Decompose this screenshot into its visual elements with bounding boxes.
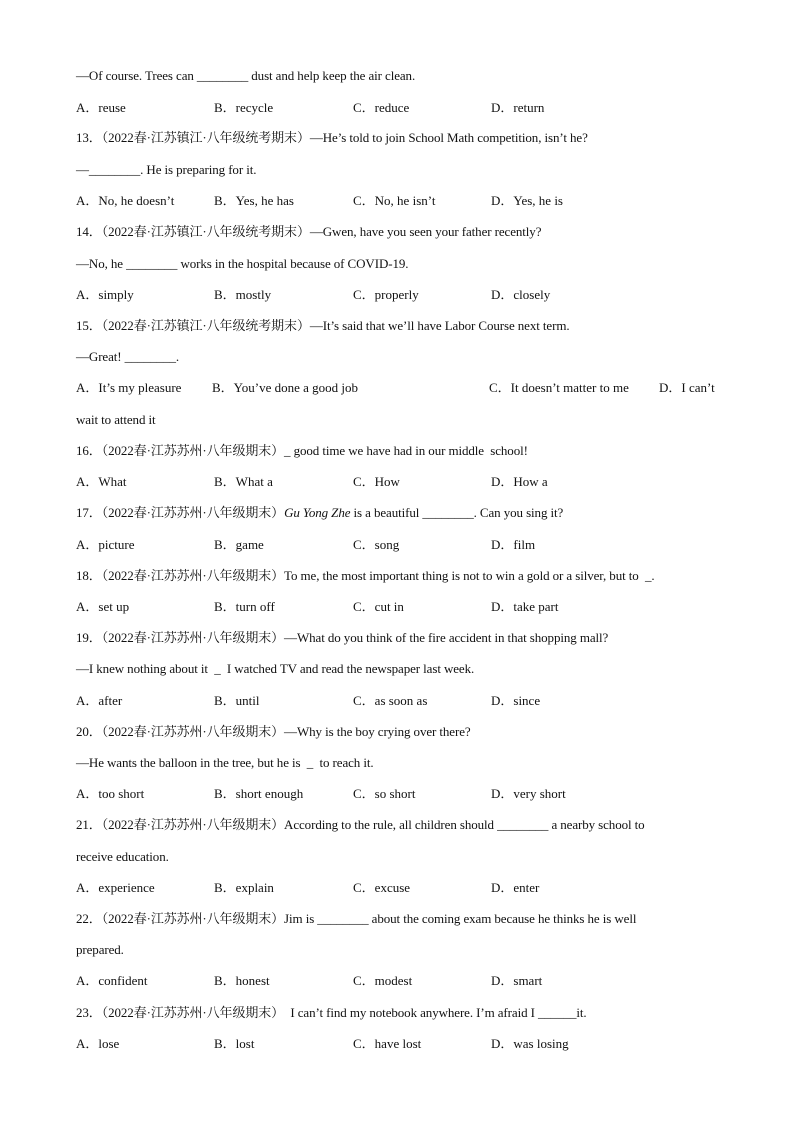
q15-option-c: C．It doesn’t matter to me <box>489 380 629 395</box>
q22-line2: prepared. <box>76 942 124 957</box>
q22-option-d: D．smart <box>491 973 543 988</box>
q20-option-c: C．so short <box>353 786 416 801</box>
q16-option-c: C．How <box>353 474 400 489</box>
q15-option-d: D．I can’t <box>659 380 715 395</box>
q19-option-d: D．since <box>491 693 541 708</box>
q12-option-b: B．recycle <box>214 100 274 115</box>
q13-line2: —________. He is preparing for it. <box>76 162 257 177</box>
q22-stem: 22．（2022春·江苏苏州·八年级期末）Jim is ________ about the coming exam because he thinks he is well <box>76 911 637 926</box>
q16-stem: 16．（2022春·江苏苏州·八年级期末）_ good time we have had in our middle school! <box>76 443 528 458</box>
q13-option-a: A．No, he doesn’t <box>76 193 175 208</box>
q19-option-b: B．until <box>214 693 260 708</box>
q20-option-b: B．short enough <box>214 786 304 801</box>
q14-stem: 14．（2022春·江苏镇江·八年级统考期末）—Gwen, have you seen your father recently? <box>76 224 542 239</box>
q21-option-c: C．excuse <box>353 880 411 895</box>
q21-stem: 21．（2022春·江苏苏州·八年级期末）According to the rule, all children should ________ a nearby school to <box>76 817 645 832</box>
q17-suffix: is a beautiful ________. Can you sing it? <box>350 505 564 520</box>
q22-option-c: C．modest <box>353 973 413 988</box>
q15-stem: 15．（2022春·江苏镇江·八年级统考期末）—It’s said that we’ll have Labor Course next term. <box>76 318 570 333</box>
q16-option-d: D．How a <box>491 474 548 489</box>
q14-option-c: C．properly <box>353 287 419 302</box>
q14-option-a: A．simply <box>76 287 134 302</box>
q22-option-b: B．honest <box>214 973 270 988</box>
q13-option-c: C．No, he isn’t <box>353 193 436 208</box>
q23-option-d: D．was losing <box>491 1036 569 1051</box>
q19-stem: 19．（2022春·江苏苏州·八年级期末）—What do you think of the fire accident in that shopping mall? <box>76 630 609 645</box>
q17-option-a: A．picture <box>76 537 135 552</box>
q13-option-d: D．Yes, he is <box>491 193 563 208</box>
q23-option-b: B．lost <box>214 1036 255 1051</box>
q12-option-a: A．reuse <box>76 100 126 115</box>
q14-line2: —No, he ________ works in the hospital because of COVID-19. <box>76 256 409 271</box>
q18-option-d: D．take part <box>491 599 559 614</box>
q15-option-b: B．You’ve done a good job <box>212 380 359 395</box>
q14-option-b: B．mostly <box>214 287 272 302</box>
q23-option-a: A．lose <box>76 1036 120 1051</box>
q12-option-d: D．return <box>491 100 545 115</box>
q18-option-b: B．turn off <box>214 599 275 614</box>
q21-option-a: A．experience <box>76 880 155 895</box>
q17-stem <box>76 505 563 521</box>
q16-option-b: B．What a <box>214 474 273 489</box>
q13-option-b: B．Yes, he has <box>214 193 294 208</box>
q16-option-a: A．What <box>76 474 127 489</box>
q17-option-d: D．film <box>491 537 536 552</box>
q20-option-a: A．too short <box>76 786 145 801</box>
q20-option-d: D．very short <box>491 786 566 801</box>
q18-option-a: A．set up <box>76 599 130 614</box>
q12-option-c: C．reduce <box>353 100 410 115</box>
q19-line2: —I knew nothing about it _ I watched TV and read the newspaper last week. <box>76 661 475 676</box>
q21-option-b: B．explain <box>214 880 274 895</box>
q23-stem: 23．（2022春·江苏苏州·八年级期末） I can’t find my notebook anywhere. I’m afraid I ______it. <box>76 1005 587 1020</box>
q18-option-c: C．cut in <box>353 599 404 614</box>
q15-option-a: A．It’s my pleasure <box>76 380 182 395</box>
q21-option-d: D．enter <box>491 880 540 895</box>
q19-option-a: A．after <box>76 693 123 708</box>
q15-option-d-cont: wait to attend it <box>76 412 156 427</box>
q23-option-c: C．have lost <box>353 1036 422 1051</box>
q14-option-d: D．closely <box>491 287 551 302</box>
q15-line2: —Great! ________. <box>76 349 179 364</box>
q20-stem: 20．（2022春·江苏苏州·八年级期末）—Why is the boy crying over there? <box>76 724 471 739</box>
q17-option-c: C．song <box>353 537 400 552</box>
q17-song-title: Gu Yong Zhe <box>284 505 351 520</box>
q17-prefix: 17．（2022春·江苏苏州·八年级期末） <box>76 505 285 520</box>
q13-stem: 13．（2022春·江苏镇江·八年级统考期末）—He’s told to join School Math competition, isn’t he? <box>76 130 588 145</box>
q20-line2: —He wants the balloon in the tree, but he is _ to reach it. <box>76 755 374 770</box>
q12-line: —Of course. Trees can ________ dust and help keep the air clean. <box>76 68 416 83</box>
q21-line2: receive education. <box>76 849 169 864</box>
q18-stem: 18．（2022春·江苏苏州·八年级期末）To me, the most important thing is not to win a gold or a silver, but to _. <box>76 568 655 583</box>
q22-option-a: A．confident <box>76 973 148 988</box>
q19-option-c: C．as soon as <box>353 693 428 708</box>
q17-option-b: B．game <box>214 537 264 552</box>
